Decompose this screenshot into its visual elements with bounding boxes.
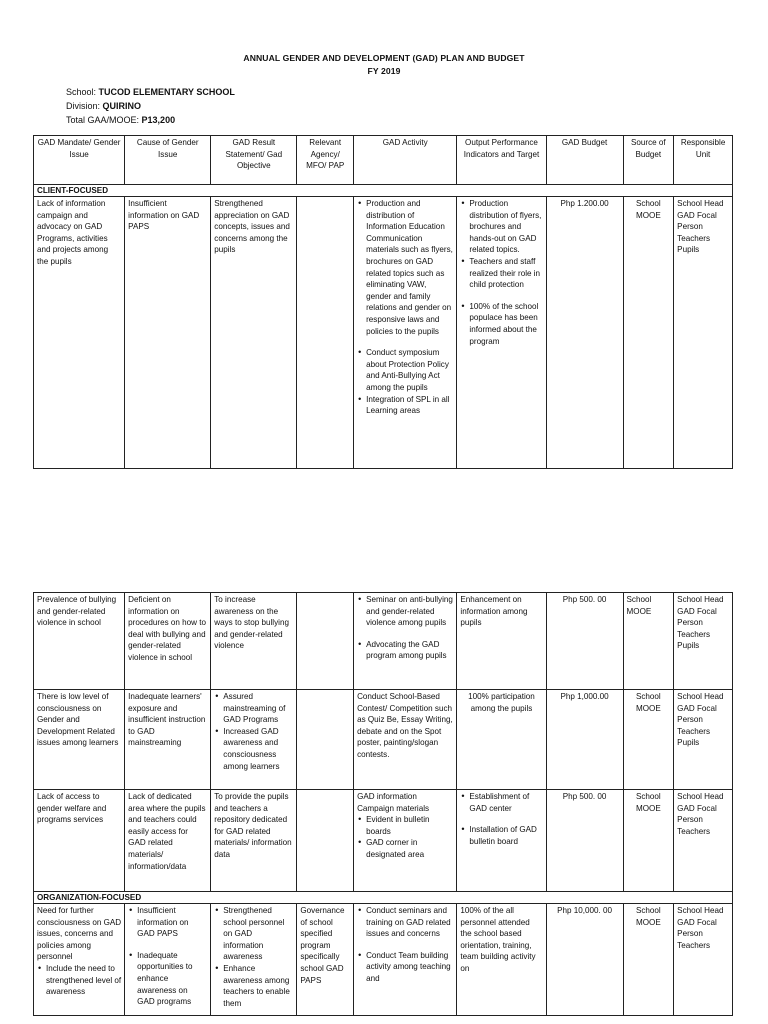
division-line (66, 101, 141, 111)
gad-activity (354, 593, 457, 690)
issue-intro: Need for further consciousness on GAD issues, concerns and policies among personnel (37, 906, 122, 962)
list-item: • Production and distribution of Information Education Communication materials such as flyers, brochures on GAD related topics such as eliminating VAW, gender and family relations and gender on responsive laws and policies to the pupils (366, 198, 453, 337)
document-title: ANNUAL GENDER AND DEVELOPMENT (GAD) PLAN AND BUDGET (243, 53, 525, 63)
list-item: • Inadequate opportunities to enhance awareness on GAD programs (137, 950, 207, 1008)
list-item: • Increased GAD awareness and consciousness among learners (223, 726, 293, 772)
gad-budget: Php 1,000.00 (546, 690, 623, 790)
gaa-label: Total GAA/MOOE: (66, 115, 140, 125)
gad-plan-table-page2 (33, 592, 733, 1016)
gender-cause (125, 904, 211, 1016)
gad-budget: Php 1.200.00 (546, 197, 623, 469)
gender-cause: Deficient on information on procedures on how to deal with bullying and gender-related violence in school (125, 593, 211, 690)
table-row (34, 790, 733, 892)
col-header: GAD Activity (354, 136, 457, 185)
list-item: • Enhance awareness among teachers to enable them (223, 963, 293, 1009)
budget-source: School MOOE (623, 197, 674, 469)
col-header: Responsible Unit (674, 136, 733, 185)
table-row (34, 904, 733, 1016)
list-item: • Installation of GAD bulletin board (469, 824, 542, 847)
col-header: Source of Budget (623, 136, 674, 185)
gad-activity: Conduct School-Based Contest/ Competition such as Quiz Be, Essay Writing, debate and on the Spot poster, painting/slogan contests. (354, 690, 457, 790)
gad-activity (354, 904, 457, 1016)
list-item: • Production distribution of flyers, brochures and hands-out on GAD related topics. (469, 198, 542, 256)
relevant-agency (297, 790, 354, 892)
list-item: • Conduct seminars and training on GAD related issues and concerns (366, 905, 453, 940)
list-item: • Teachers and staff realized their role in child protection (469, 256, 542, 291)
list-item: • GAD corner in designated area (366, 837, 453, 860)
gender-cause: Insufficient information on GAD PAPS (125, 197, 211, 469)
responsible-unit: School Head GAD Focal Person Teachers (674, 790, 733, 892)
list-item: • Evident in bulletin boards (366, 814, 453, 837)
list-item: • Advocating the GAD program among pupils (366, 639, 453, 662)
col-header: Relevant Agency/ MFO/ PAP (297, 136, 354, 185)
budget-source: School MOOE (623, 593, 674, 690)
relevant-agency (297, 593, 354, 690)
section-row (34, 892, 733, 904)
gender-issue: Lack of information campaign and advocacy on GAD Programs, activities and projects among the pupils (34, 197, 125, 469)
list-item: • Assured mainstreaming of GAD Programs (223, 691, 293, 726)
school-label: School: (66, 87, 97, 97)
output-indicator (457, 197, 546, 469)
result-statement: To provide the pupils and teachers a repository dedicated for GAD related materials/ information data (211, 790, 297, 892)
section-client-focused: CLIENT-FOCUSED (34, 185, 733, 197)
relevant-agency: Governance of school specified program specifically school GAD PAPS (297, 904, 354, 1016)
result-statement (211, 904, 297, 1016)
list-item: • Integration of SPL in all Learning areas (366, 394, 453, 417)
col-header: GAD Budget (546, 136, 623, 185)
output-indicator: Enhancement on information among pupils (457, 593, 546, 690)
table-header-row (34, 136, 733, 185)
school-value: TUCOD ELEMENTARY SCHOOL (98, 87, 235, 97)
result-statement (211, 690, 297, 790)
fiscal-year: FY 2019 (367, 66, 401, 76)
division-label: Division: (66, 101, 101, 111)
table-row (34, 197, 733, 469)
gender-issue: Lack of access to gender welfare and programs services (34, 790, 125, 892)
list-item: • 100% of the school populace has been informed about the program (469, 301, 542, 347)
gender-cause: Inadequate learners' exposure and insufficient instruction to GAD mainstreaming (125, 690, 211, 790)
gender-issue: There is low level of consciousness on Gender and Development Related issues among learners (34, 690, 125, 790)
list-item: • Seminar on anti-bullying and gender-related violence among pupils (366, 594, 453, 629)
col-header: GAD Result Statement/ Gad Objective (211, 136, 297, 185)
list-item: • Establishment of GAD center (469, 791, 542, 814)
output-indicator (457, 790, 546, 892)
table-row (34, 593, 733, 690)
table-row (34, 690, 733, 790)
gad-budget: Php 500. 00 (546, 593, 623, 690)
budget-source: School MOOE (623, 690, 674, 790)
result-statement: Strengthened appreciation on GAD concepts, issues and concerns among the pupils (211, 197, 297, 469)
responsible-unit: School Head GAD Focal Person Teachers Pupils (674, 197, 733, 469)
gad-budget: Php 10,000. 00 (546, 904, 623, 1016)
budget-source: School MOOE (623, 904, 674, 1016)
gad-activity (354, 197, 457, 469)
budget-source: School MOOE (623, 790, 674, 892)
gender-cause: Lack of dedicated area where the pupils and teachers could easily access for GAD related materials/ information/data (125, 790, 211, 892)
gad-plan-table-page1 (33, 135, 733, 469)
output-indicator: 100% of the all personnel attended the school based orientation, training, team building activity on (457, 904, 546, 1016)
responsible-unit: School Head GAD Focal Person Teachers Pupils (674, 593, 733, 690)
list-item: • Insufficient information on GAD PAPS (137, 905, 207, 940)
output-indicator: 100% participation among the pupils (457, 690, 546, 790)
responsible-unit: School Head GAD Focal Person Teachers (674, 904, 733, 1016)
result-statement: To increase awareness on the ways to stop bullying and gender-related violence (211, 593, 297, 690)
list-item: • Strengthened school personnel on GAD information awareness (223, 905, 293, 963)
activity-intro: GAD information Campaign materials (357, 792, 430, 813)
list-item: • Conduct symposium about Protection Policy and Anti-Bullying Act among the pupils (366, 347, 453, 393)
gender-issue: Prevalence of bullying and gender-related violence in school (34, 593, 125, 690)
relevant-agency (297, 690, 354, 790)
gender-issue (34, 904, 125, 1016)
list-item: • Include the need to strengthened level of awareness (46, 963, 121, 998)
division-value: QUIRINO (102, 101, 142, 111)
col-header: Cause of Gender Issue (125, 136, 211, 185)
relevant-agency (297, 197, 354, 469)
gaa-value: P13,200 (141, 115, 176, 125)
responsible-unit: School Head GAD Focal Person Teachers Pupils (674, 690, 733, 790)
col-header: Output Performance Indicators and Target (457, 136, 546, 185)
school-line (66, 87, 235, 97)
section-row (34, 185, 733, 197)
gad-activity (354, 790, 457, 892)
gad-budget: Php 500. 00 (546, 790, 623, 892)
section-organization-focused: ORGANIZATION-FOCUSED (34, 892, 733, 904)
col-header: GAD Mandate/ Gender Issue (34, 136, 125, 185)
list-item: • Conduct Team building activity among teaching and (366, 950, 453, 985)
gaa-line (66, 115, 175, 125)
